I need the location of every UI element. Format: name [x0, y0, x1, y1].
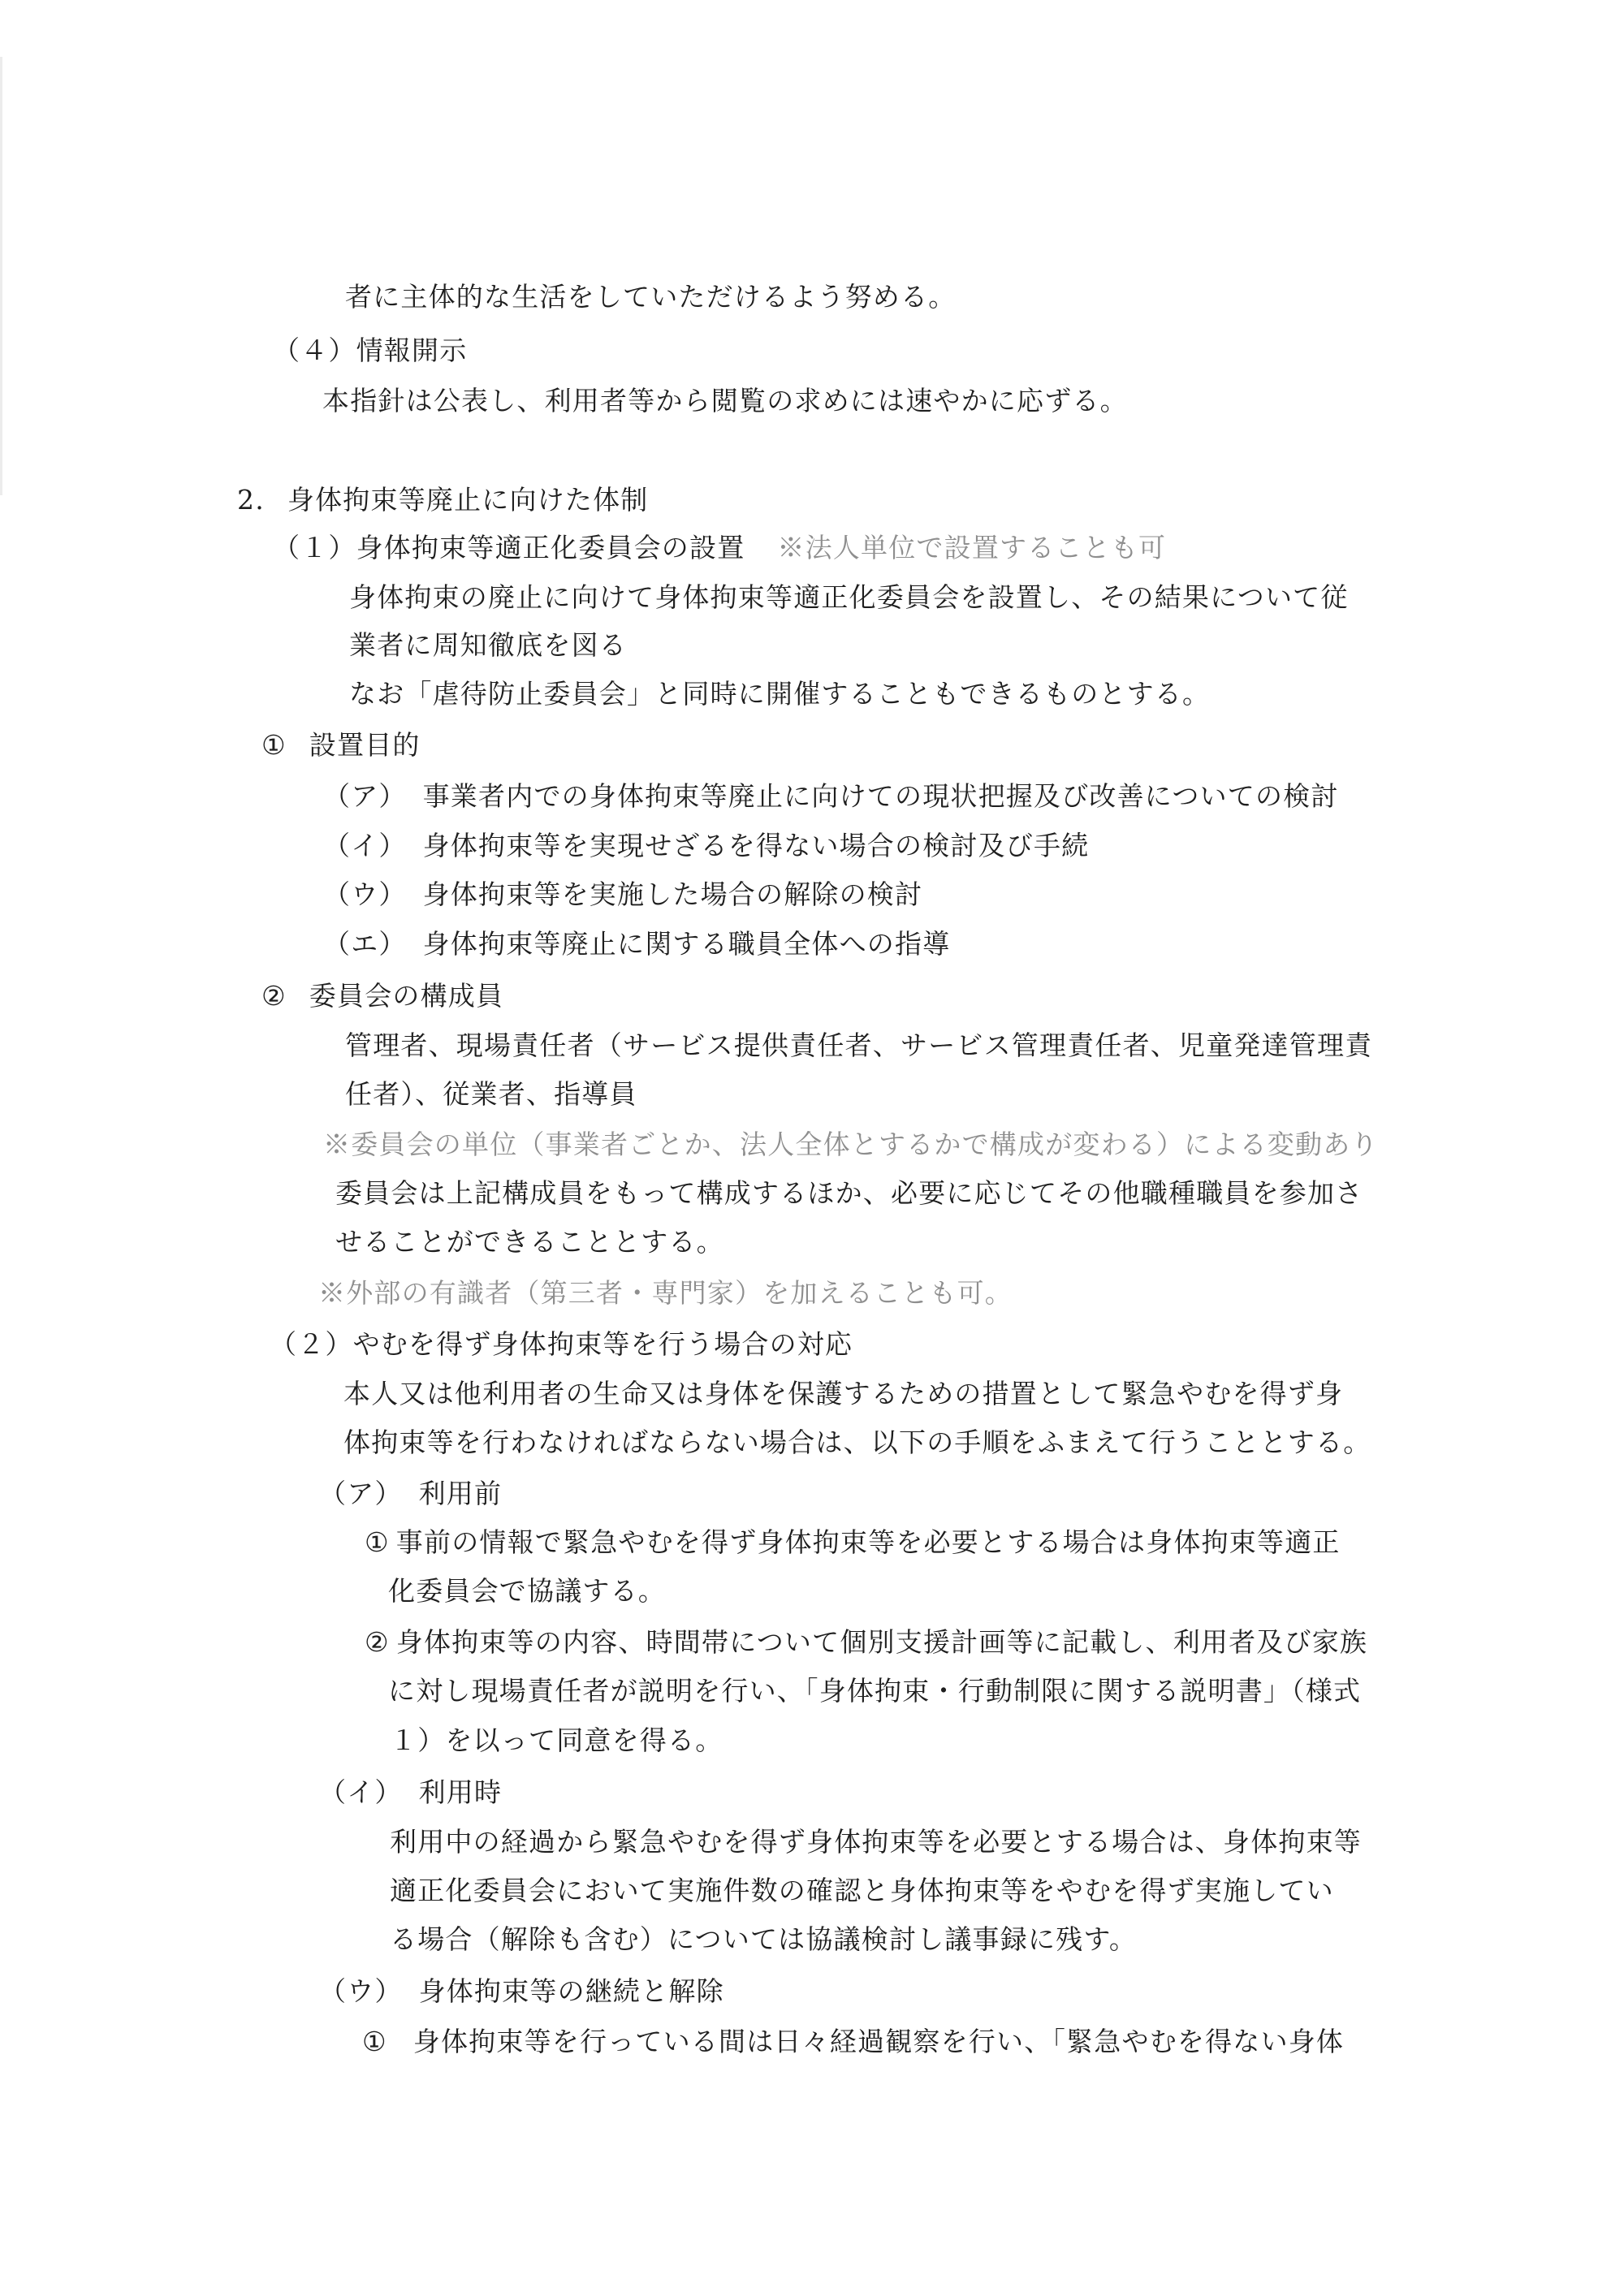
members-body-line-2: 任者）、従業者、指導員	[345, 1078, 637, 1110]
step-label: ②	[365, 1626, 390, 1658]
before-use-step2-line-3: １）を以って同意を得る。	[390, 1724, 723, 1756]
before-use-step1-line-2: 化委員会で協議する。	[388, 1575, 666, 1607]
item2-body-line-1: 本人又は他利用者の生命又は身体を保護するための措置として緊急やむを得ず身	[343, 1378, 1344, 1409]
step-label: ①	[365, 1526, 390, 1558]
during-use-title: 利用時	[418, 1776, 503, 1808]
step-text: 身体拘束等の内容、時間帯について個別支援計画等に記載し、利用者及び家族	[395, 1626, 1368, 1658]
during-use-heading	[319, 1776, 502, 1809]
item1-label: （１）	[273, 532, 356, 563]
before-use-label: （ア）	[319, 1478, 403, 1509]
item1-body-line-3: なお「虐待防止委員会」と同時に開催することもできるものとする。	[349, 678, 1211, 710]
purpose-item	[323, 830, 1089, 862]
item4-heading	[273, 334, 467, 367]
before-use-heading	[319, 1478, 502, 1510]
item2-body-line-2: 体拘束等を行わなければならない場合は、以下の手順をふまえて行うこととする。	[343, 1426, 1371, 1458]
during-use-label: （イ）	[319, 1776, 403, 1808]
purpose-item-text: 身体拘束等を実施した場合の解除の検討	[422, 878, 923, 910]
section2-number: 2.	[237, 484, 265, 516]
continuation-release-heading	[319, 1975, 724, 2008]
purpose-item	[323, 928, 950, 960]
purpose-item-label: （エ）	[323, 928, 407, 960]
section2-heading	[237, 484, 649, 516]
purpose-item	[323, 878, 922, 911]
item1-title: 身体拘束等適正化委員会の設置	[356, 532, 745, 563]
item4-label: （４）	[273, 334, 356, 366]
item4-title: 情報開示	[356, 334, 468, 366]
item1-note: ※法人単位で設置することも可	[777, 532, 1167, 563]
before-use-step2-line-1	[365, 1626, 1367, 1659]
item1-body-line-1: 身体拘束の廃止に向けて身体拘束等適正化委員会を設置し、その結果について従	[349, 581, 1349, 613]
step-text: 事前の情報で緊急やむを得ず身体拘束等を必要とする場合は身体拘束等適正	[395, 1526, 1341, 1558]
section1-continuation-line: 者に主体的な生活をしていただけるよう努める。	[345, 281, 957, 313]
before-use-title: 利用前	[418, 1478, 503, 1509]
during-use-line-1: 利用中の経過から緊急やむを得ず身体拘束等を必要とする場合は、身体拘束等	[390, 1826, 1362, 1858]
purpose-item	[323, 780, 1339, 813]
purpose-item-label: （ア）	[323, 780, 407, 812]
during-use-line-2: 適正化委員会において実施件数の確認と身体拘束等をやむを得ず実施してい	[390, 1875, 1334, 1906]
during-use-line-3: る場合（解除も含む）については協議検討し議事録に残す。	[390, 1923, 1138, 1955]
item2-title: やむを得ず身体拘束等を行う場合の対応	[352, 1328, 853, 1360]
before-use-step2-line-2: に対し現場責任者が説明を行い、「身体拘束・行動制限に関する説明書」（様式	[388, 1675, 1362, 1707]
purpose-heading	[261, 729, 421, 762]
step-label: ①	[362, 2026, 387, 2057]
item1-heading	[273, 532, 1166, 564]
purpose-item-text: 身体拘束等を実現せざるを得ない場合の検討及び手続	[422, 830, 1090, 861]
item1-body-line-2: 業者に周知徹底を図る	[349, 629, 627, 661]
members-note-external: ※外部の有識者（第三者・専門家）を加えることも可。	[318, 1277, 1013, 1309]
members-body-line-1: 管理者、現場責任者（サービス提供責任者、サービス管理責任者、児童発達管理責	[345, 1029, 1373, 1061]
purpose-item-label: （イ）	[323, 830, 407, 861]
purpose-item-text: 事業者内での身体拘束等廃止に向けての現状把握及び改善についての検討	[422, 780, 1339, 812]
item2-heading	[270, 1328, 853, 1361]
before-use-step1-line-1	[365, 1526, 1341, 1559]
members-title: 委員会の構成員	[309, 980, 504, 1012]
continuation-release-step1	[362, 2026, 1344, 2058]
members-note-unit: ※委員会の単位（事業者ごとか、法人全体とするかで構成が変わる）による変動あり	[323, 1129, 1379, 1160]
item4-body: 本指針は公表し、利用者等から閲覧の求めには速やかに応ずる。	[322, 385, 1128, 416]
purpose-item-text: 身体拘束等廃止に関する職員全体への指導	[422, 928, 951, 960]
members-body2-line-1: 委員会は上記構成員をもって構成するほか、必要に応じてその他職種職員を参加さ	[335, 1177, 1363, 1209]
members-body2-line-2: せることができることとする。	[335, 1226, 724, 1258]
item2-label: （２）	[270, 1328, 353, 1360]
continuation-release-label: （ウ）	[319, 1975, 403, 2007]
purpose-item-label: （ウ）	[323, 878, 407, 910]
continuation-release-title: 身体拘束等の継続と解除	[418, 1975, 724, 2007]
purpose-title: 設置目的	[309, 729, 421, 761]
members-label: ②	[261, 980, 287, 1012]
scan-edge-shadow	[0, 57, 2, 495]
members-heading	[261, 980, 503, 1012]
purpose-label: ①	[261, 729, 287, 761]
step-text: 身体拘束等を行っている間は日々経過観察を行い、「緊急やむを得ない身体	[412, 2026, 1345, 2057]
section2-title: 身体拘束等廃止に向けた体制	[287, 484, 649, 516]
